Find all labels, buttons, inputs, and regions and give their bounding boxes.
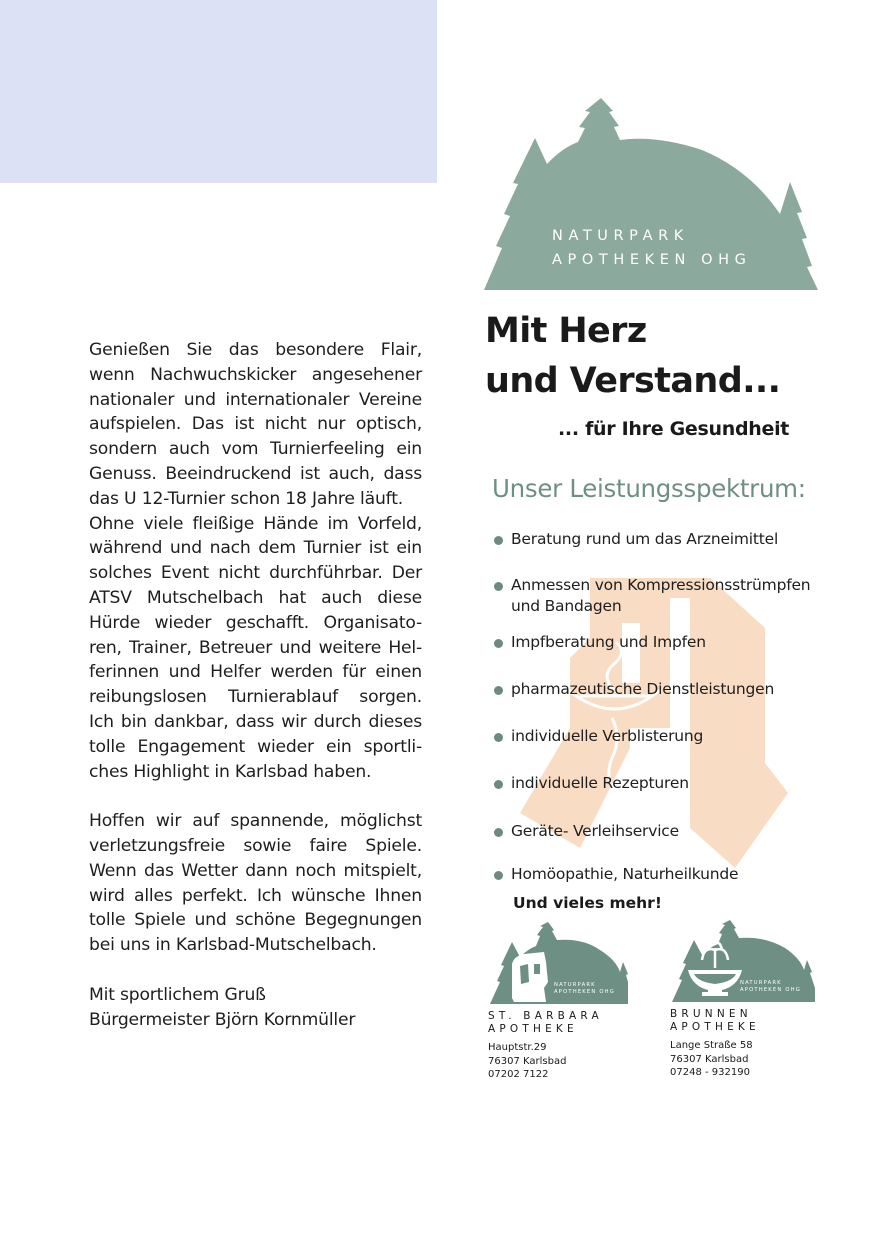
bullet-dot-icon xyxy=(494,733,503,742)
pharmacy-name-line2: APOTHEKE xyxy=(488,1023,578,1035)
logo-text-line2: APOTHEKEN OHG xyxy=(552,252,752,268)
letter-line: Hoffen wir auf spannende, möglichst xyxy=(89,811,422,832)
letter-line: Genießen Sie das besondere Flair, xyxy=(89,340,422,360)
letter-line: bei uns in Karlsbad-Mutschelbach. xyxy=(89,935,377,956)
letter-line: tolle Spiele und schöne Begegnungen xyxy=(89,910,422,931)
letter-line: ferinnen und Helfer werden für einen xyxy=(89,662,422,683)
service-text: Anmessen von Kompressionsstrümpfen xyxy=(511,576,811,594)
service-item xyxy=(494,773,689,794)
ad-subheadline: ... für Ihre Gesundheit xyxy=(558,418,790,440)
naturpark-apotheken-logo xyxy=(482,98,818,292)
bullet-dot-icon xyxy=(494,582,503,591)
closing-line: Mit sportlichem Gruß xyxy=(89,984,266,1005)
pharmacy-city: 76307 Karlsbad xyxy=(488,1055,567,1067)
brunnen-logo xyxy=(670,920,815,1002)
and-much-more: Und vieles mehr! xyxy=(513,894,662,912)
pharmacy-phone: 07248 - 932190 xyxy=(670,1067,750,1078)
bullet-dot-icon xyxy=(494,828,503,837)
letter-line: reibungslosen Turnierablauf sorgen. xyxy=(89,687,422,708)
service-item xyxy=(494,864,738,885)
letter-line: das U 12-Turnier schon 18 Jahre läuft. xyxy=(89,488,403,509)
mayor-letter xyxy=(89,338,422,1032)
pharmacy-street: Lange Straße 58 xyxy=(670,1040,753,1051)
pharmacy-name-line2: APOTHEKE xyxy=(670,1021,760,1033)
letter-line: ren, Trainer, Betreuer und weitere Hel- xyxy=(89,637,422,658)
service-text: Beratung rund um das Arzneimittel xyxy=(511,530,779,548)
pharmacy-name-line1: ST. BARBARA xyxy=(488,1010,603,1022)
mini-logo-line2: APOTHEKEN OHG xyxy=(740,987,801,993)
bullet-dot-icon xyxy=(494,536,503,545)
mini-logo-line2: APOTHEKEN OHG xyxy=(554,989,615,995)
letter-paragraph-1 xyxy=(89,338,422,784)
service-item xyxy=(494,575,810,617)
ad-headline xyxy=(485,306,780,406)
service-item xyxy=(494,726,703,747)
letter-line: tolle Engagement wieder ein sportli- xyxy=(89,736,422,757)
service-item xyxy=(494,632,706,653)
letter-line: Genuss. Beeindruckend ist auch, dass xyxy=(89,463,422,484)
letter-paragraph-2 xyxy=(89,809,422,958)
pharmacy-street: Hauptstr.29 xyxy=(488,1042,547,1053)
letter-line: Ohne viele fleißige Hände im Vorfeld, xyxy=(89,513,422,534)
letter-line: nationaler und internationaler Vereine xyxy=(89,389,422,410)
pharmacy-st-barbara xyxy=(488,922,668,1082)
pharmacy-phone: 07202 7122 xyxy=(488,1069,549,1080)
service-text: individuelle Rezepturen xyxy=(511,774,689,792)
lavender-placeholder-block xyxy=(0,0,437,183)
pharmacy-brunnen xyxy=(670,920,850,1080)
letter-line: ATSV Mutschelbach hat auch diese xyxy=(89,587,422,608)
letter-line: Ich bin dankbar, dass wir durch dieses xyxy=(89,711,422,732)
services-title: Unser Leistungsspektrum: xyxy=(492,474,806,503)
mini-logo-line1: NATURPARK xyxy=(740,980,782,986)
pharmacy-address xyxy=(670,1039,850,1080)
letter-line: Wenn das Wetter dann noch mitspielt, xyxy=(89,860,422,881)
service-item xyxy=(494,821,679,842)
service-text: Impfberatung und Impfen xyxy=(511,633,706,651)
letter-line: wird alles perfekt. Ich wünsche Ihnen xyxy=(89,885,422,906)
service-item xyxy=(494,679,774,700)
letter-line: sondern auch vom Turnierfeeling ein xyxy=(89,439,422,460)
pharmacy-name-line1: BRUNNEN xyxy=(670,1008,752,1020)
letter-line: solches Event nicht durchführbar. Der xyxy=(89,563,422,584)
service-text: Homöopathie, Naturheilkunde xyxy=(511,865,739,883)
letter-line: Hürde wieder geschafft. Organisato- xyxy=(89,612,422,633)
bullet-dot-icon xyxy=(494,639,503,648)
logo-text-line1: NATURPARK xyxy=(552,228,689,244)
st-barbara-logo xyxy=(488,922,628,1004)
letter-line: aufspielen. Das ist nicht nur optisch, xyxy=(89,414,422,435)
pharmacy-city: 76307 Karlsbad xyxy=(670,1053,749,1065)
bullet-dot-icon xyxy=(494,871,503,880)
service-text: und Bandagen xyxy=(511,597,622,615)
pharmacy-name xyxy=(670,1008,850,1034)
bullet-dot-icon xyxy=(494,780,503,789)
service-text: Geräte- Verleihservice xyxy=(511,822,679,840)
mini-logo-line1: NATURPARK xyxy=(554,982,596,988)
letter-line: wenn Nachwuchskicker angesehener xyxy=(89,364,422,385)
headline-line-2: und Verstand... xyxy=(485,361,781,401)
signature-line: Bürgermeister Björn Kornmüller xyxy=(89,1009,356,1030)
letter-line: verletzungsfreie sowie faire Spiele. xyxy=(89,835,422,856)
bullet-dot-icon xyxy=(494,686,503,695)
letter-line: ches Highlight in Karlsbad haben. xyxy=(89,761,372,782)
headline-line-1: Mit Herz xyxy=(485,311,647,351)
service-text: individuelle Verblisterung xyxy=(511,727,704,745)
letter-closing xyxy=(89,983,422,1033)
pharmacy-address xyxy=(488,1041,668,1082)
service-item xyxy=(494,529,778,550)
letter-line: während und nach dem Turnier ist ein xyxy=(89,538,422,559)
pharmacy-name xyxy=(488,1010,668,1036)
service-text: pharmazeutische Dienstleistungen xyxy=(511,680,775,698)
